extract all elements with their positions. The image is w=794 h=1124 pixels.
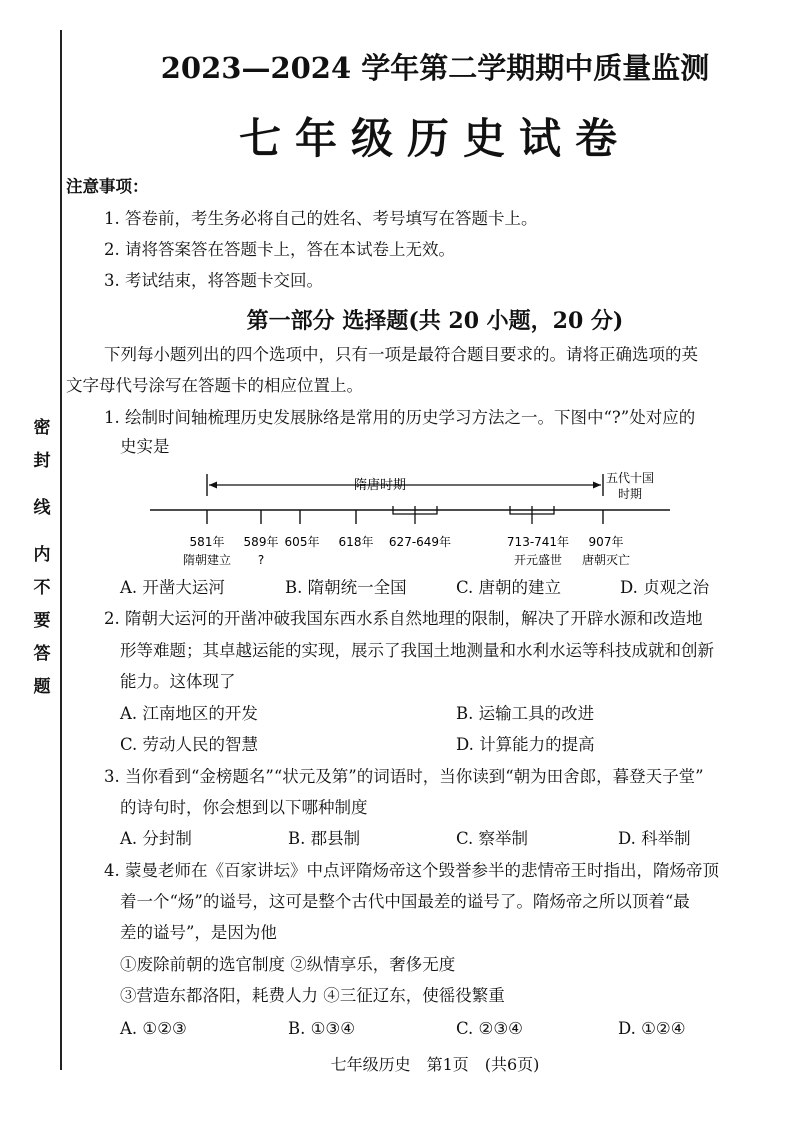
question-1-stem: 1. 绘制时间轴梳理历史发展脉络是常用的历史学习方法之一。下图中“?”处对应的 xyxy=(104,408,696,427)
question-2-options-row1 xyxy=(120,703,780,725)
seal-char: 题 xyxy=(33,677,51,697)
notice-heading: 注意事项： xyxy=(66,177,149,196)
exam-title: 2023—2024 学年第二学期期中质量监测 xyxy=(160,51,710,85)
exam-subject-title: 七年级历史试卷 xyxy=(238,114,631,163)
timeline-year: 618年 xyxy=(338,535,374,549)
question-3-options xyxy=(120,828,780,850)
seal-char: 答 xyxy=(33,644,51,664)
notice-item: 3. 考试结束，将答题卡交回。 xyxy=(104,271,323,290)
timeline-period-label: 隋唐时期 xyxy=(353,478,407,493)
question-1-options xyxy=(120,577,780,599)
timeline-event: ? xyxy=(257,553,265,567)
question-1-stem: 史实是 xyxy=(120,437,170,456)
timeline-end-label: 时期 xyxy=(617,487,643,501)
page-footer: 七年级历史 第1页 (共6页) xyxy=(330,1055,540,1074)
option-b[interactable]: B. 运输工具的改进 xyxy=(456,704,595,723)
seal-char: 密 xyxy=(33,418,51,438)
timeline-arrowhead-right xyxy=(593,482,601,489)
question-4-options xyxy=(128,994,780,1016)
timeline-year: 907年 xyxy=(588,535,624,549)
option-a[interactable]: A. ①②③ xyxy=(120,1019,187,1038)
seal-char: 内 xyxy=(33,545,51,565)
notice-item: 2. 请将答案答在答题卡上，答在本试卷上无效。 xyxy=(104,240,455,259)
question-2-stem: 形等难题；其卓越运能的实现，展示了我国土地测量和水利水运等科技成就和创新 xyxy=(120,641,714,660)
seal-char: 不 xyxy=(33,578,51,598)
option-d[interactable]: D. ①②④ xyxy=(618,1019,686,1038)
timeline-range-bracket xyxy=(510,506,554,524)
seal-char: 线 xyxy=(33,498,51,518)
question-4-stem: 着一个“炀”的谥号，这可是整个古代中国最差的谥号了。隋炀帝之所以顶着“最 xyxy=(120,892,690,911)
notice-item: 1. 答卷前，考生务必将自己的姓名、考号填写在答题卡上。 xyxy=(104,209,538,228)
question-4-statement: ①废除前朝的选官制度 ②纵情享乐，奢侈无度 xyxy=(120,955,456,974)
option-d[interactable]: D. 计算能力的提高 xyxy=(456,735,595,754)
option-c[interactable]: C. 察举制 xyxy=(456,829,529,848)
option-c[interactable]: C. 唐朝的建立 xyxy=(456,578,562,597)
timeline-diagram xyxy=(150,466,670,576)
option-b[interactable]: B. ①③④ xyxy=(288,1019,355,1038)
timeline-range-bracket xyxy=(393,506,437,524)
question-4-options-row xyxy=(120,1018,780,1040)
timeline-event: 唐朝灭亡 xyxy=(581,553,631,567)
timeline-arrowhead-left xyxy=(209,482,217,489)
option-b[interactable]: B. 郡县制 xyxy=(288,829,361,848)
question-4-stem: 差的谥号”，是因为他 xyxy=(120,923,277,942)
option-a[interactable]: A. 分封制 xyxy=(120,829,192,848)
timeline-year: 589年 xyxy=(243,535,279,549)
option-a[interactable]: A. 开凿大运河 xyxy=(120,578,225,597)
question-4-statement: ③营造东都洛阳，耗费人力 ④三征辽东，使徭役繁重 xyxy=(120,986,505,1005)
seal-char: 要 xyxy=(33,611,51,631)
seal-line-notice xyxy=(30,420,54,712)
binding-margin-line xyxy=(60,30,62,1070)
option-d[interactable]: D. 贞观之治 xyxy=(620,578,710,597)
timeline-event: 隋朝建立 xyxy=(182,553,232,567)
option-a[interactable]: A. 江南地区的开发 xyxy=(120,704,258,723)
option-c[interactable]: C. 劳动人民的智慧 xyxy=(120,735,259,754)
timeline-event: 开元盛世 xyxy=(513,553,563,567)
question-3-stem: 3. 当你看到“金榜题名”“状元及第”的词语时，当你读到“朝为田舍郎，暮登天子堂” xyxy=(104,767,704,786)
timeline-year: 605年 xyxy=(284,535,320,549)
timeline-year: 713-741年 xyxy=(506,535,570,549)
question-2-stem: 2. 隋朝大运河的开凿冲破我国东西水系自然地理的限制，解决了开辟水源和改造地 xyxy=(104,609,703,628)
section-intro: 下列每小题列出的四个选项中，只有一项是最符合题目要求的。请将正确选项的英 xyxy=(104,345,698,364)
option-c[interactable]: C. ②③④ xyxy=(456,1019,523,1038)
timeline-year: 627-649年 xyxy=(388,535,452,549)
section-intro: 文字母代号涂写在答题卡的相应位置上。 xyxy=(66,376,363,395)
option-d[interactable]: D. 科举制 xyxy=(618,829,691,848)
seal-char: 封 xyxy=(33,451,51,471)
question-2-options-row2 xyxy=(120,734,780,756)
question-2-stem: 能力。这体现了 xyxy=(120,672,236,691)
question-3-stem: 的诗句时，你会想到以下哪种制度 xyxy=(120,798,368,817)
question-4-stem: 4. 蒙曼老师在《百家讲坛》中点评隋炀帝这个毁誉参半的悲情帝王时指出，隋炀帝顶 xyxy=(104,861,719,880)
option-b[interactable]: B. 隋朝统一全国 xyxy=(285,578,407,597)
section-title: 第一部分 选择题(共 20 小题，20 分) xyxy=(246,308,624,334)
timeline-year: 581年 xyxy=(189,535,225,549)
timeline-end-label: 五代十国 xyxy=(605,471,655,485)
